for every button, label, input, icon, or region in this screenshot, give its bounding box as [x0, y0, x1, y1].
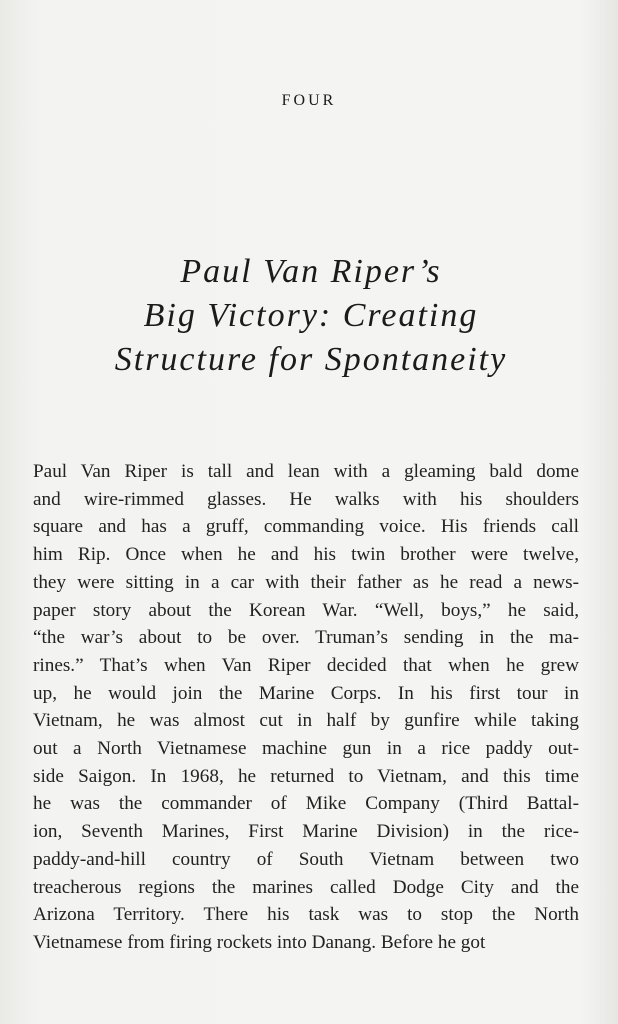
text-line: paddy-and-hill country of South Vietnam between two [33, 848, 579, 870]
text-line: Arizona Territory. There his task was to stop the North [33, 904, 579, 926]
text-line: Paul Van Riper is tall and lean with a gleaming bald dome [33, 461, 579, 482]
chapter-title-line: Big Victory: Creating [143, 297, 479, 334]
text-line: square and has a gruff, commanding voice. His friends call [33, 516, 579, 538]
chapter-number: FOUR [281, 92, 337, 109]
text-line: him Rip. Once when he and his twin brother were twelve, [33, 544, 579, 566]
text-line: they were sitting in a car with their father as he read a news- [33, 571, 579, 593]
text-line: Vietnam, he was almost cut in half by gunfire while taking [33, 710, 579, 732]
chapter-title-line: Structure for Spontaneity [114, 341, 508, 378]
text-line: rines.” That’s when Van Riper decided that when he grew [33, 654, 579, 676]
text-line: ion, Seventh Marines, First Marine Division) in the rice- [33, 821, 579, 843]
body-paragraph [33, 458, 579, 957]
text-line: Vietnamese from firing rockets into Danang. Before he got [33, 931, 486, 953]
text-line: out a North Vietnamese machine gun in a rice paddy out- [33, 738, 579, 760]
chapter-title [28, 250, 594, 382]
text-line: treacherous regions the marines called Dodge City and the [33, 876, 579, 898]
text-line: paper story about the Korean War. “Well, boys,” he said, [33, 599, 579, 621]
text-line: side Saigon. In 1968, he returned to Vietnam, and this time [33, 765, 579, 787]
text-line: up, he would join the Marine Corps. In his first tour in [33, 682, 579, 704]
text-line: “the war’s about to be over. Truman’s sending in the ma- [33, 627, 579, 649]
text-line: and wire-rimmed glasses. He walks with his shoulders [33, 488, 579, 510]
chapter-title-line: Paul Van Riper’s [180, 253, 442, 290]
text-line: he was the commander of Mike Company (Third Battal- [33, 793, 579, 815]
